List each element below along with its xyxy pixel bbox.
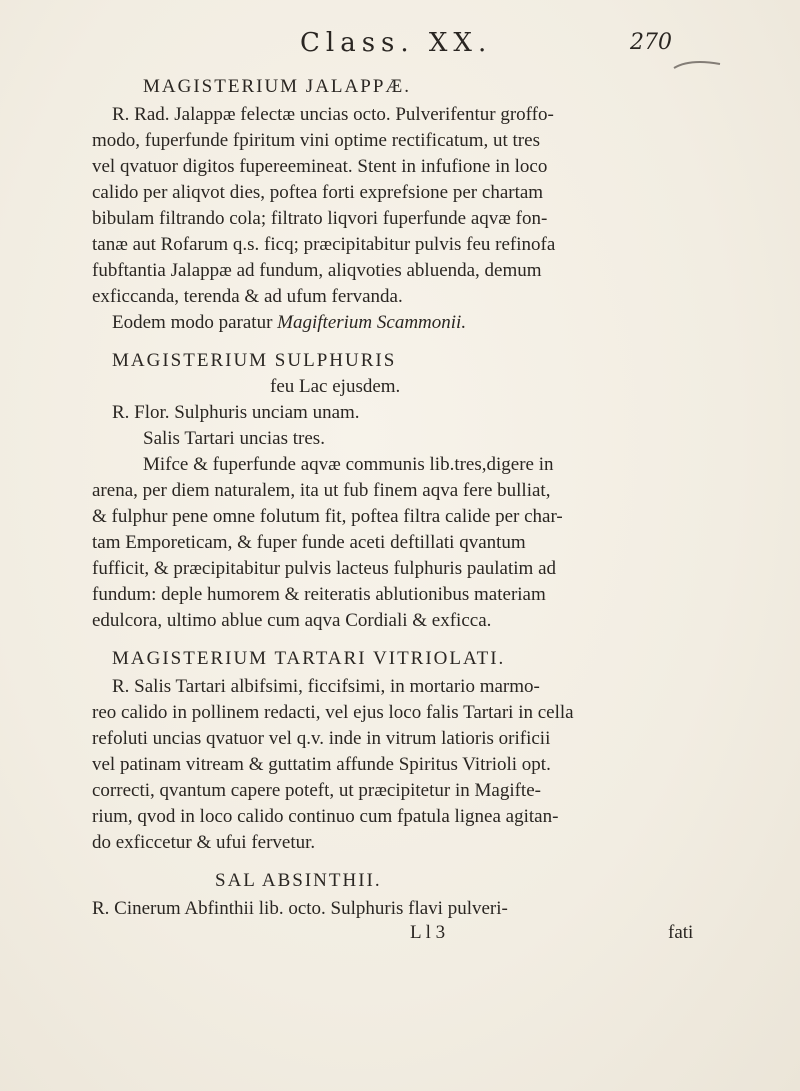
catchword: fati [668, 922, 694, 943]
text-line: do exficcetur & ufui fervetur. [92, 832, 316, 853]
section-title-jalappae: MAGISTERIUM JALAPPÆ. [143, 76, 412, 97]
text-line: bibulam filtrando cola; filtrato liqvori fuperfunde aqvæ fon- [92, 208, 548, 229]
text-line: fufficit, & præcipitabitur pulvis lacteus fulphuris paulatim ad [92, 558, 556, 579]
text-line: Mifce & fuperfunde aqvæ communis lib.tres,digere in [143, 454, 554, 475]
section-subtitle: feu Lac ejusdem. [270, 376, 401, 397]
text-line: arena, per diem naturalem, ita ut fub finem aqva fere bulliat, [92, 480, 551, 501]
running-title: Class. XX. [300, 28, 493, 58]
text-line: R. Flor. Sulphuris unciam unam. [112, 402, 360, 423]
text-line: fubftantia Jalappæ ad fundum, aliqvoties abluenda, demum [92, 260, 542, 281]
section-title-tartari: MAGISTERIUM TARTARI VITRIOLATI. [112, 648, 506, 669]
text-line: exficcanda, terenda & ad ufum fervanda. [92, 286, 403, 307]
text-line: & fulphur pene omne folutum fit, poftea filtra calide per char- [92, 506, 563, 527]
text-line: refoluti uncias qvatuor vel q.v. inde in vitrum latioris orificii [92, 728, 551, 749]
text-line: R. Rad. Jalappæ felectæ uncias octo. Pulverifentur groffo- [112, 104, 554, 125]
text-line: R. Cinerum Abfinthii lib. octo. Sulphuris flavi pulveri- [92, 898, 508, 919]
page-number: 270 [630, 30, 672, 55]
text-line: calido per aliqvot dies, poftea forti exprefsione per chartam [92, 182, 544, 203]
text-line: R. Salis Tartari albifsimi, ficcifsimi, in mortario marmo- [112, 676, 540, 697]
closing-italic: Magifterium Scammonii. [277, 312, 467, 333]
ink-smudge-icon [672, 58, 722, 72]
text-line: reo calido in pollinem redacti, vel ejus loco falis Tartari in cella [92, 702, 574, 723]
text-line: tam Emporeticam, & fuper funde aceti deftillati qvantum [92, 532, 526, 553]
text-line: vel qvatuor digitos fupereemineat. Stent in infufione in loco [92, 156, 548, 177]
section-title-sulphuris: MAGISTERIUM SULPHURIS [112, 350, 397, 371]
text-line: tanæ aut Rofarum q.s. ficq; præcipitabitur pulvis feu refinofa [92, 234, 556, 255]
text-line: rium, qvod in loco calido continuo cum fpatula lignea agitan- [92, 806, 559, 827]
closing-prefix: Eodem modo paratur [112, 312, 273, 333]
text-line: fundum: deple humorem & reiteratis ablutionibus materiam [92, 584, 546, 605]
section-title-absinthii: SAL ABSINTHII. [215, 870, 382, 891]
text-line: edulcora, ultimo ablue cum aqva Cordiali & exficca. [92, 610, 492, 631]
text-line: correcti, qvantum capere poteft, ut præcipitetur in Magifte- [92, 780, 541, 801]
text-line: vel patinam vitream & guttatim affunde Spiritus Vitrioli opt. [92, 754, 551, 775]
text-line: Salis Tartari uncias tres. [143, 428, 325, 449]
signature-mark: L l 3 [410, 922, 446, 943]
text-line: modo, fuperfunde fpiritum vini optime rectificatum, ut tres [92, 130, 540, 151]
closing-line [112, 312, 466, 334]
